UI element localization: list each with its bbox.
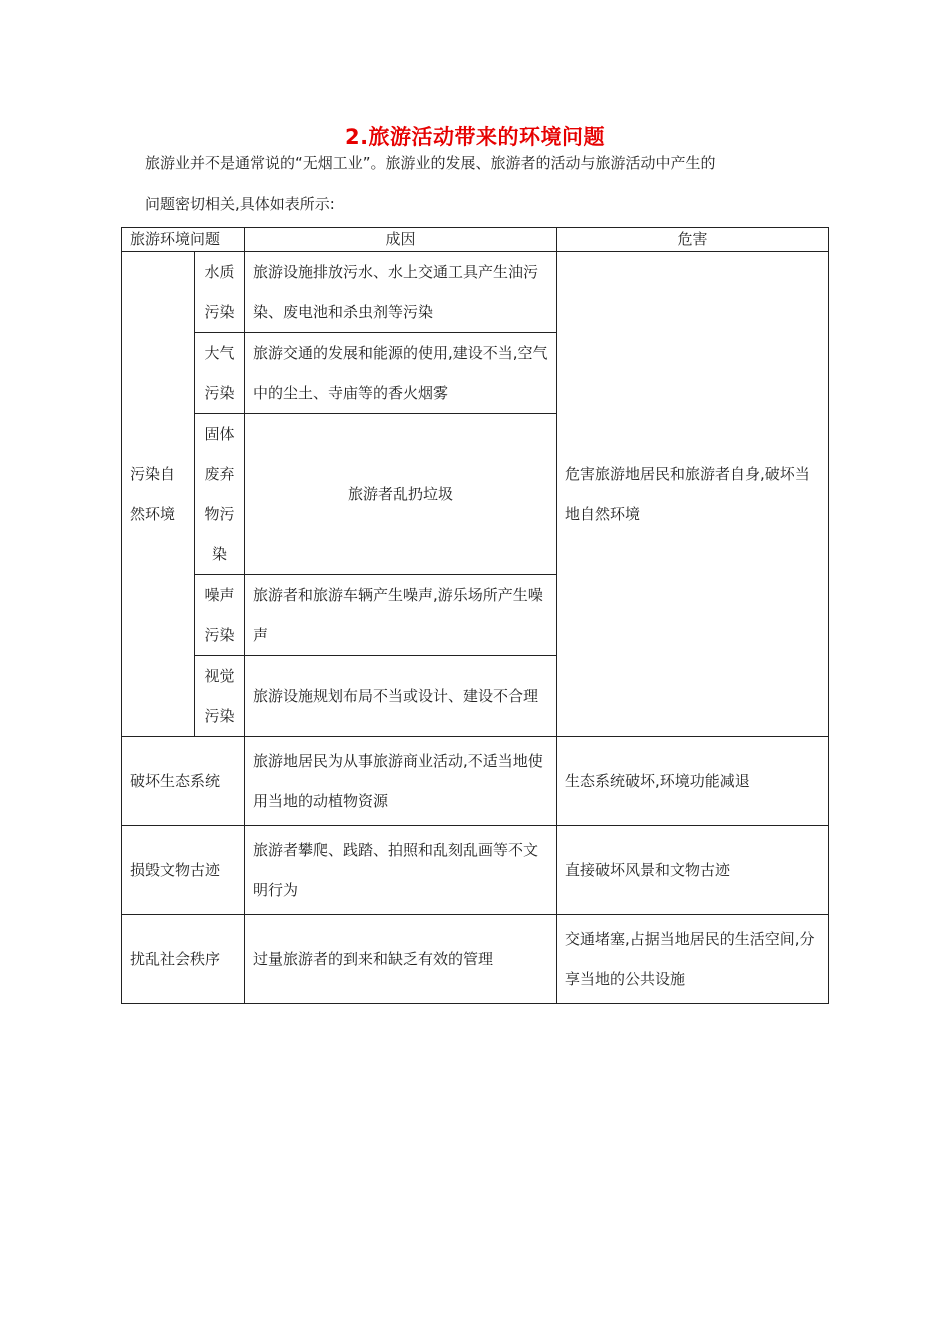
problem-cell: 破坏生态系统	[122, 737, 245, 826]
sub-category: 水质污染	[195, 252, 245, 333]
table-row	[122, 826, 829, 915]
cause-cell: 旅游设施规划布局不当或设计、建设不合理	[245, 656, 557, 737]
cause-cell: 旅游者攀爬、践踏、拍照和乱刻乱画等不文明行为	[245, 826, 557, 915]
intro-line-2: 问题密切相关,具体如表所示:	[145, 195, 335, 213]
cause-cell: 旅游者和旅游车辆产生噪声,游乐场所产生噪声	[245, 575, 557, 656]
cause-cell: 旅游地居民为从事旅游商业活动,不适当地使用当地的动植物资源	[245, 737, 557, 826]
group-label: 污染自然环境	[122, 252, 195, 737]
cause-cell: 旅游交通的发展和能源的使用,建设不当,空气中的尘土、寺庙等的香火烟雾	[245, 333, 557, 414]
table-row	[122, 915, 829, 1004]
intro-line-1: 旅游业并不是通常说的“无烟工业”。旅游业的发展、旅游者的活动与旅游活动中产生的	[145, 154, 716, 172]
sub-category: 固体废弃物污染	[195, 414, 245, 575]
table-row	[122, 252, 829, 333]
harm-cell: 交通堵塞,占据当地居民的生活空间,分享当地的公共设施	[557, 915, 829, 1004]
sub-category: 大气污染	[195, 333, 245, 414]
problem-cell: 损毁文物古迹	[122, 826, 245, 915]
cause-cell: 旅游者乱扔垃圾	[245, 414, 557, 575]
sub-category: 噪声污染	[195, 575, 245, 656]
header-harm: 危害	[557, 228, 829, 252]
page-title: 2.旅游活动带来的环境问题	[344, 125, 606, 149]
table-header-row	[122, 228, 829, 252]
header-cause: 成因	[245, 228, 557, 252]
environment-problems-table	[121, 227, 828, 1004]
header-problem: 旅游环境问题	[122, 228, 245, 252]
harm-cell: 生态系统破坏,环境功能减退	[557, 737, 829, 826]
table-row	[122, 737, 829, 826]
cause-cell: 过量旅游者的到来和缺乏有效的管理	[245, 915, 557, 1004]
cause-cell: 旅游设施排放污水、水上交通工具产生油污染、废电池和杀虫剂等污染	[245, 252, 557, 333]
problem-cell: 扰乱社会秩序	[122, 915, 245, 1004]
group-harm: 危害旅游地居民和旅游者自身,破坏当地自然环境	[557, 252, 829, 737]
sub-category: 视觉污染	[195, 656, 245, 737]
harm-cell: 直接破坏风景和文物古迹	[557, 826, 829, 915]
